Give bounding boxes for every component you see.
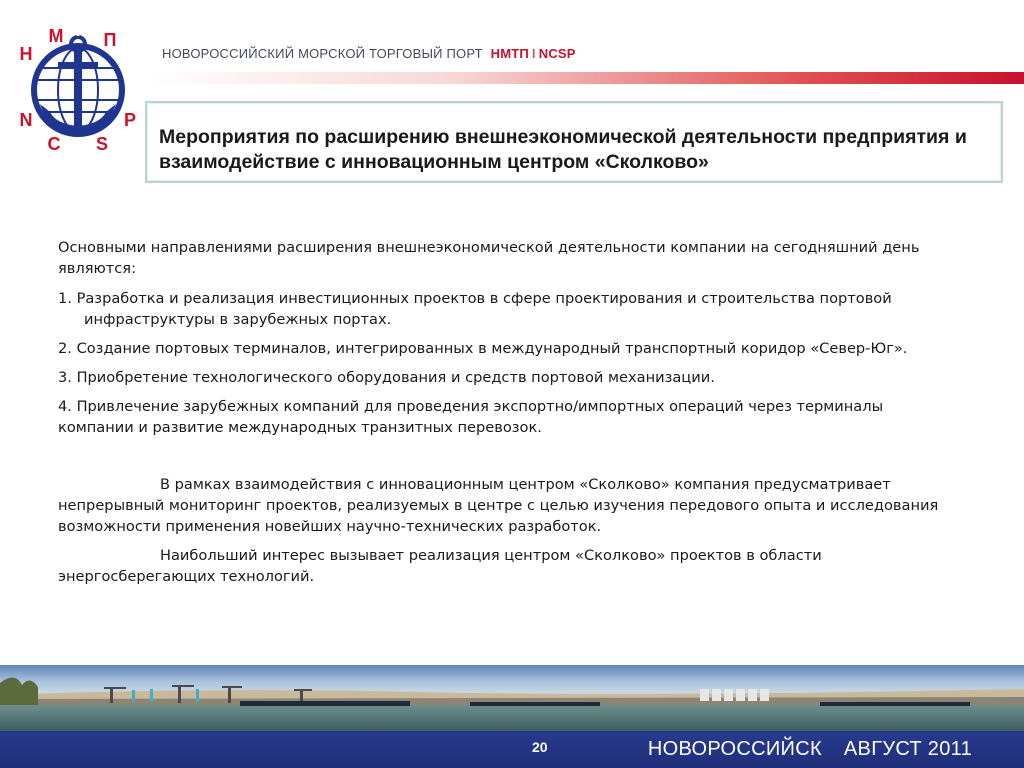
skolkovo-paragraph: В рамках взаимодействия с инновационным центром «Сколково» компания предусматривает непрерывный мониторинг проектов, реализуемых в центре с целью изучения передового опыта и исследования возможности применения новейших научно-технических разработок. xyxy=(58,476,939,535)
list-item: 3. Приобретение технологического оборудования и средств портовой механизации. xyxy=(58,369,715,386)
organization-name: НОВОРОССИЙСКИЙ МОРСКОЙ ТОРГОВЫЙ ПОРТ xyxy=(162,46,483,61)
intro-text: Основными направлениями расширения внешнеэкономической деятельности компании на сегодняшний день являются: xyxy=(58,239,920,277)
footer-city: НОВОРОССИЙСК xyxy=(647,738,822,760)
footer-date: АВГУСТ 2011 xyxy=(843,738,972,760)
brand-separator: I xyxy=(531,46,536,61)
title-box xyxy=(145,101,1003,183)
port-panorama-image xyxy=(0,665,1024,731)
logo-letter-t-ru: Т xyxy=(72,22,84,40)
interest-paragraph: Наибольший интерес вызывает реализация центром «Сколково» проектов в области энергосберегающих технологий. xyxy=(58,547,822,585)
logo-letter-c-en: C xyxy=(47,134,61,154)
brand-en: NCSP xyxy=(538,46,576,61)
logo-letter-p-ru: П xyxy=(103,30,117,50)
logo-letter-p-en: P xyxy=(123,110,137,130)
logo-letter-n-en: N xyxy=(19,110,33,130)
logo-letter-s-en: S xyxy=(95,134,109,154)
ncsp-logo xyxy=(10,22,146,158)
footer-caption xyxy=(648,738,972,761)
page-number: 20 xyxy=(532,739,548,755)
list-item: 1. Разработка и реализация инвестиционных проектов в сфере проектирования и строительства портовой инфраструктуры в зарубежных портах. xyxy=(58,290,892,328)
header-organization xyxy=(162,46,576,61)
list-item: 4. Привлечение зарубежных компаний для проведения экспортно/импортных операций через терминалы компании и развитие международных транзитных перевозок. xyxy=(58,398,884,436)
brand-ru: НМТП xyxy=(490,46,529,61)
list-item: 2. Создание портовых терминалов, интегрированных в международный транспортный коридор «Север-Юг». xyxy=(58,340,908,357)
logo-letter-n-ru: Н xyxy=(19,44,33,64)
slide-body xyxy=(58,237,948,595)
header-gradient-rule xyxy=(150,72,1024,84)
slide-title: Мероприятия по расширению внешнеэкономической деятельности предприятия и взаимодействие с инновационным центром «Сколково» xyxy=(159,126,967,173)
footer-bar xyxy=(0,731,1024,768)
logo-letter-m-ru: М xyxy=(48,26,64,46)
